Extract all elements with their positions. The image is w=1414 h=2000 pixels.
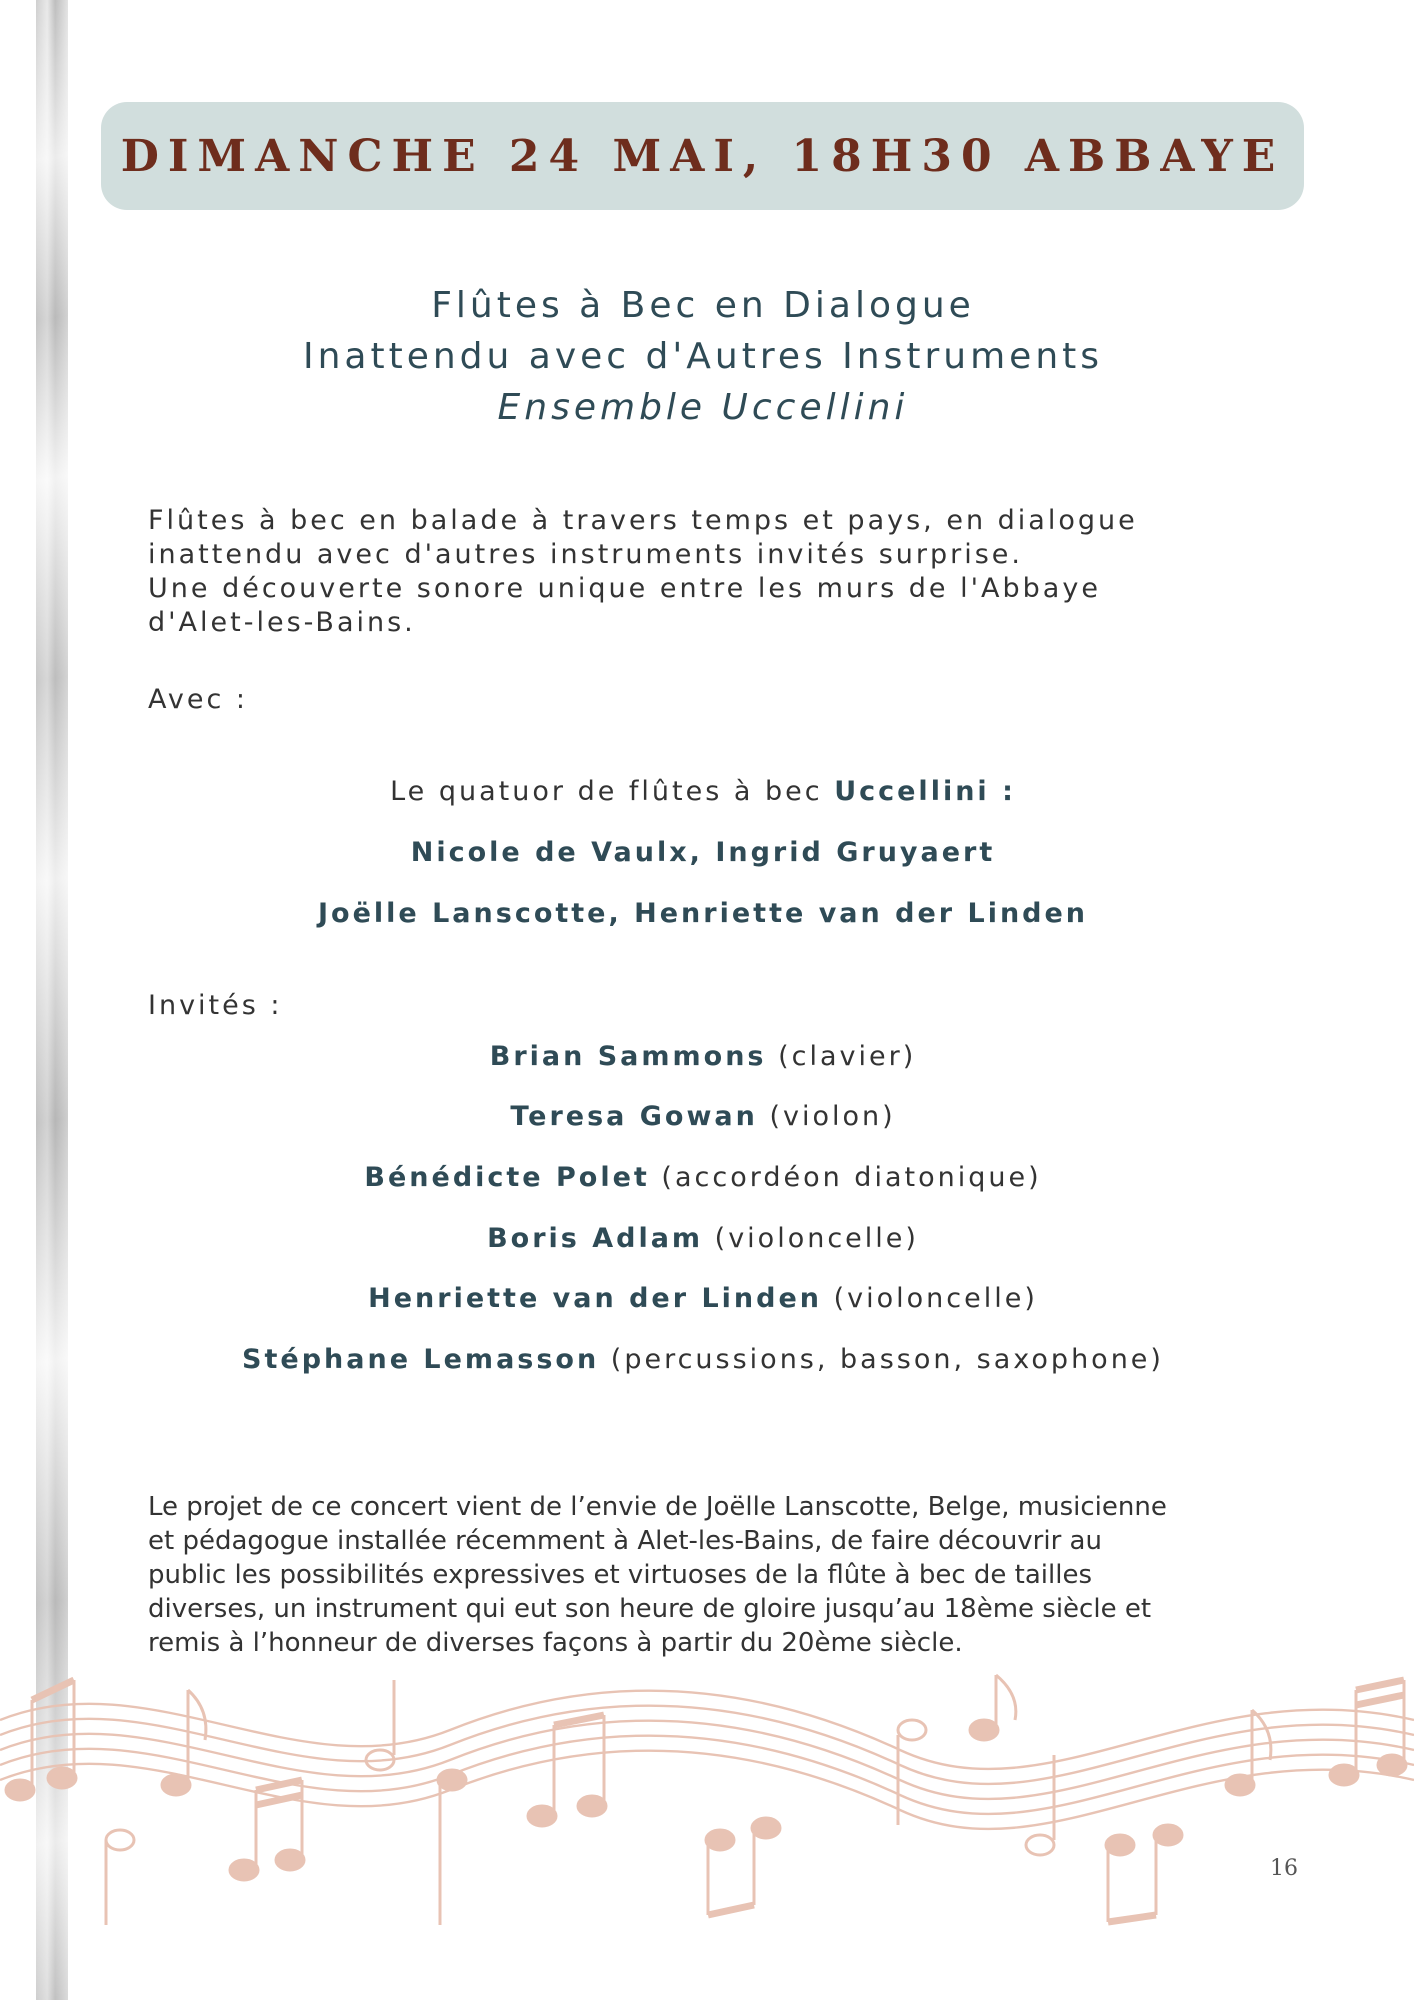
guest-role: (violon) <box>757 1101 896 1132</box>
guest-item <box>120 1041 1286 1072</box>
guest-name: Bénédicte Polet <box>364 1162 650 1193</box>
guest-item <box>120 1162 1286 1193</box>
page-number: 16 <box>1270 1856 1298 1881</box>
guest-name: Stéphane Lemasson <box>242 1344 600 1375</box>
ensemble-name: Ensemble Uccellini <box>497 387 909 428</box>
guest-role: (accordéon diatonique) <box>649 1162 1042 1193</box>
project-line: et pédagogue installée récemment à Alet-les-Bains, de faire découvrir au <box>148 1526 1102 1556</box>
guest-name: Boris Adlam <box>487 1223 704 1254</box>
guest-role: (percussions, basson, saxophone) <box>599 1344 1164 1375</box>
title-line-2: Inattendu avec d'Autres Instruments <box>302 336 1104 377</box>
project-line: remis à l’honneur de diverses façons à partir du 20ème siècle. <box>148 1628 963 1658</box>
intro-line: Une découverte sonore unique entre les murs de l'Abbaye <box>148 573 1101 604</box>
guest-role: (clavier) <box>766 1041 917 1072</box>
guest-role: (violoncelle) <box>822 1283 1038 1314</box>
title-line-1: Flûtes à Bec en Dialogue <box>431 285 975 326</box>
quatuor-name: Uccellini : <box>834 776 1016 807</box>
quatuor-members-1 <box>120 837 1286 868</box>
event-date-title: DIMANCHE 24 MAI, 18H30 ABBAYE <box>120 130 1285 182</box>
members-line: Nicole de Vaulx, Ingrid Gruyaert <box>410 837 996 868</box>
invites-label: Invités : <box>148 990 283 1021</box>
guest-name: Brian Sammons <box>489 1041 767 1072</box>
intro-line: inattendu avec d'autres instruments invités surprise. <box>148 539 1023 570</box>
project-line: diverses, un instrument qui eut son heure de gloire jusqu’au 18ème siècle et <box>148 1594 1152 1624</box>
project-line: Le projet de ce concert vient de l’envie de Joëlle Lanscotte, Belge, musicienne <box>148 1492 1167 1522</box>
concert-title <box>120 280 1286 433</box>
guest-name: Henriette van der Linden <box>368 1283 823 1314</box>
project-line: public les possibilités expressives et virtuoses de la flûte à bec de tailles <box>148 1560 1093 1590</box>
music-staff-icon <box>0 1660 1414 1930</box>
guest-item <box>120 1223 1286 1254</box>
header-banner <box>101 102 1304 210</box>
intro-line: d'Alet-les-Bains. <box>148 607 416 638</box>
guest-role: (violoncelle) <box>703 1223 919 1254</box>
avec-label: Avec : <box>148 684 249 715</box>
guest-name: Teresa Gowan <box>510 1101 758 1132</box>
intro-line: Flûtes à bec en balade à travers temps et pays, en dialogue <box>148 505 1138 536</box>
quatuor-line <box>120 776 1286 807</box>
members-line: Joëlle Lanscotte, Henriette van der Linden <box>317 898 1089 929</box>
intro-paragraph <box>148 504 1278 640</box>
guest-item <box>120 1283 1286 1314</box>
guest-item <box>120 1101 1286 1132</box>
project-paragraph <box>148 1490 1278 1660</box>
quatuor-prefix: Le quatuor de flûtes à bec <box>390 776 835 807</box>
quatuor-members-2 <box>120 898 1286 929</box>
guest-item <box>120 1344 1286 1375</box>
